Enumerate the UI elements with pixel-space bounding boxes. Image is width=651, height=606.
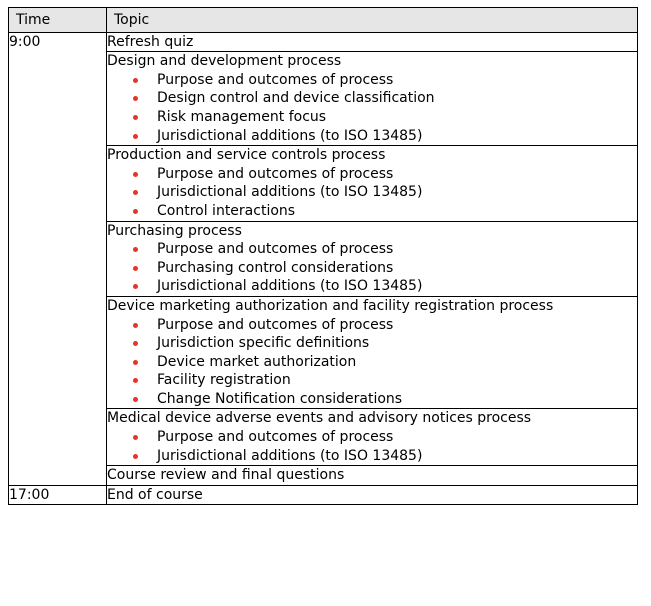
- topic-bullet-list: [107, 165, 637, 221]
- bullet-icon: [133, 209, 138, 214]
- time-cell: 9:00: [9, 32, 107, 52]
- time-cell: [9, 221, 107, 296]
- topic-title: Design and development process: [107, 53, 342, 70]
- bullet-text: Purpose and outcomes of process: [157, 429, 394, 446]
- topic-bullet-item: [107, 89, 637, 108]
- topic-cell: [107, 466, 638, 486]
- topic-bullet-item: [107, 183, 637, 202]
- bullet-icon: [133, 172, 138, 177]
- topic-bullet-item: [107, 71, 637, 90]
- bullet-text: Control interactions: [157, 202, 296, 219]
- schedule-row: [9, 52, 638, 146]
- schedule-row: [9, 409, 638, 466]
- topic-bullet-item: [107, 390, 637, 409]
- topic-title: Refresh quiz: [107, 33, 194, 50]
- topic-cell: [107, 485, 638, 505]
- schedule-row: [9, 146, 638, 221]
- topic-bullet-item: [107, 202, 637, 221]
- bullet-icon: [133, 435, 138, 440]
- bullet-text: Jurisdictional additions (to ISO 13485): [157, 447, 423, 464]
- time-column-header: Time: [9, 8, 107, 33]
- schedule-row: [9, 466, 638, 486]
- bullet-text: Design control and device classification: [157, 90, 435, 107]
- bullet-icon: [133, 284, 138, 289]
- topic-bullet-item: [107, 428, 637, 447]
- topic-title: End of course: [107, 486, 203, 503]
- time-cell: [9, 146, 107, 221]
- topic-bullet-item: [107, 277, 637, 296]
- topic-bullet-item: [107, 259, 637, 278]
- topic-cell: [107, 146, 638, 221]
- topic-bullet-item: [107, 371, 637, 390]
- time-cell: [9, 466, 107, 486]
- topic-bullet-item: [107, 127, 637, 146]
- course-schedule-table: [8, 7, 638, 505]
- bullet-icon: [133, 96, 138, 101]
- header-row: [9, 8, 638, 33]
- bullet-icon: [133, 115, 138, 120]
- topic-bullet-list: [107, 71, 637, 145]
- bullet-text: Jurisdictional additions (to ISO 13485): [157, 278, 423, 295]
- time-cell: 17:00: [9, 485, 107, 505]
- topic-title: Medical device adverse events and advisory notices process: [107, 410, 532, 427]
- schedule-body: [9, 32, 638, 505]
- topic-title: Device marketing authorization and facility registration process: [107, 297, 554, 314]
- bullet-text: Jurisdiction specific definitions: [157, 335, 370, 352]
- bullet-icon: [133, 454, 138, 459]
- bullet-text: Change Notification considerations: [157, 390, 403, 407]
- topic-column-header: Topic: [107, 8, 638, 33]
- topic-bullet-list: [107, 428, 637, 465]
- schedule-row: [9, 221, 638, 296]
- topic-bullet-list: [107, 316, 637, 409]
- schedule-row: [9, 485, 638, 505]
- topic-bullet-item: [107, 334, 637, 353]
- bullet-text: Risk management focus: [157, 108, 327, 125]
- time-cell: [9, 52, 107, 146]
- topic-bullet-item: [107, 240, 637, 259]
- bullet-icon: [133, 78, 138, 83]
- bullet-text: Jurisdictional additions (to ISO 13485): [157, 184, 423, 201]
- topic-cell: [107, 32, 638, 52]
- topic-cell: [107, 52, 638, 146]
- bullet-text: Purpose and outcomes of process: [157, 241, 394, 258]
- bullet-text: Jurisdictional additions (to ISO 13485): [157, 127, 423, 144]
- time-cell: [9, 409, 107, 466]
- bullet-icon: [133, 190, 138, 195]
- schedule-row: [9, 296, 638, 409]
- bullet-icon: [133, 341, 138, 346]
- topic-bullet-item: [107, 165, 637, 184]
- topic-title: Course review and final questions: [107, 467, 345, 484]
- topic-title: Purchasing process: [107, 222, 242, 239]
- time-cell: [9, 296, 107, 409]
- bullet-icon: [133, 134, 138, 139]
- bullet-icon: [133, 323, 138, 328]
- bullet-icon: [133, 266, 138, 271]
- bullet-icon: [133, 360, 138, 365]
- topic-cell: [107, 409, 638, 466]
- topic-bullet-list: [107, 240, 637, 296]
- bullet-text: Purchasing control considerations: [157, 259, 394, 276]
- schedule-row: [9, 32, 638, 52]
- topic-bullet-item: [107, 447, 637, 466]
- topic-bullet-item: [107, 353, 637, 372]
- bullet-text: Purpose and outcomes of process: [157, 71, 394, 88]
- bullet-text: Purpose and outcomes of process: [157, 316, 394, 333]
- bullet-icon: [133, 247, 138, 252]
- topic-cell: [107, 221, 638, 296]
- topic-title: Production and service controls process: [107, 147, 386, 164]
- bullet-icon: [133, 378, 138, 383]
- topic-bullet-item: [107, 316, 637, 335]
- topic-bullet-item: [107, 108, 637, 127]
- bullet-icon: [133, 397, 138, 402]
- bullet-text: Facility registration: [157, 372, 291, 389]
- bullet-text: Device market authorization: [157, 353, 357, 370]
- topic-cell: [107, 296, 638, 409]
- bullet-text: Purpose and outcomes of process: [157, 165, 394, 182]
